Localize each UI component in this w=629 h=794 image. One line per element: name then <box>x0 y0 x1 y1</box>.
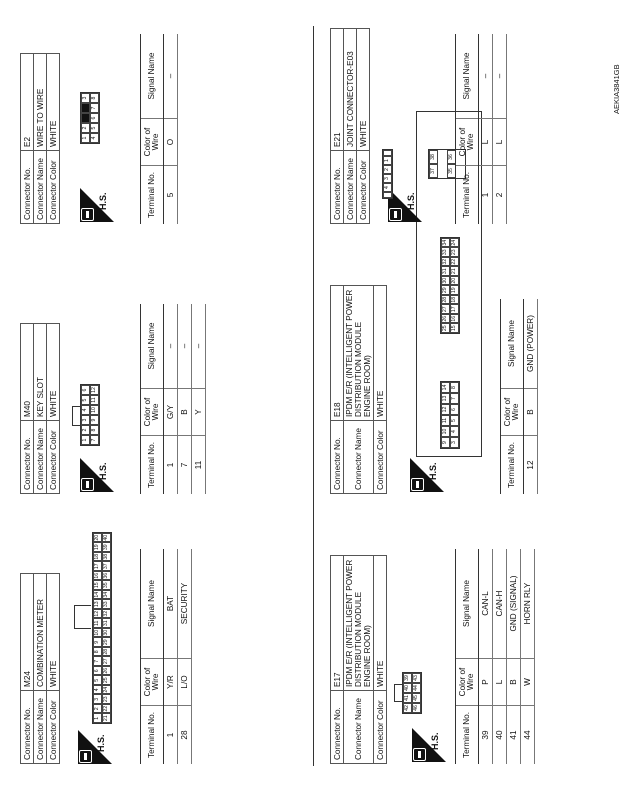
wire-color: B <box>524 389 538 436</box>
pin-grid-m24 <box>92 532 112 724</box>
wire-color: B <box>507 659 521 706</box>
header-terminal: Terminal No. <box>141 436 164 495</box>
pin: 12 <box>94 610 100 617</box>
connector-e2 <box>20 53 60 224</box>
connector-latch <box>394 684 402 702</box>
header-color: Color of Wire <box>456 119 479 166</box>
header-terminal: Terminal No. <box>141 706 164 765</box>
label-connector-color: Connector Color <box>357 151 370 224</box>
pin: 37 <box>103 563 109 570</box>
terminal-no: 2 <box>493 166 507 225</box>
signal-name: – <box>479 34 493 119</box>
pin-layout-e17 <box>402 672 422 714</box>
pin: 7 <box>93 657 102 667</box>
signal-name: CAN-L <box>479 549 493 659</box>
pin: 31 <box>442 268 448 275</box>
connector-m40 <box>20 323 60 494</box>
signal-name: BAT <box>164 549 178 659</box>
pin: 12 <box>441 404 450 415</box>
label-connector-color: Connector Color <box>47 421 60 494</box>
pin: 5 <box>93 676 102 686</box>
signal-name: GND (SIGNAL) <box>507 549 521 659</box>
terminal-table-m40 <box>140 304 206 494</box>
pin: 5 <box>90 123 99 133</box>
pin: 22 <box>103 705 109 712</box>
table-row <box>479 549 493 764</box>
pin: 2 <box>81 123 90 133</box>
header-signal: Signal Name <box>141 34 164 119</box>
pin: 3 <box>93 695 102 705</box>
header-signal: Signal Name <box>141 304 164 389</box>
pin: 40 <box>103 534 109 541</box>
connector-name-value: WIRE TO WIRE <box>34 54 47 151</box>
pin: 39 <box>403 673 412 683</box>
pin-grid-e18-b <box>440 237 460 334</box>
terminal-no: 12 <box>524 436 538 495</box>
label-connector-no: Connector No. <box>331 691 344 764</box>
pin: 2 <box>81 425 90 435</box>
pin: 30 <box>442 277 448 284</box>
pin: 6 <box>93 666 102 676</box>
pin: 9 <box>93 638 102 648</box>
pin: 40 <box>403 683 412 693</box>
pin: 27 <box>442 306 448 313</box>
pin: 31 <box>103 620 109 627</box>
pin: 38 <box>103 553 109 560</box>
label-connector-color: Connector Color <box>374 421 387 494</box>
wire-color: Y/R <box>164 659 178 706</box>
pin: 8 <box>93 647 102 657</box>
terminal-table-e2 <box>140 34 178 224</box>
pin: 34 <box>442 239 448 246</box>
connector-color-value: WHITE <box>357 29 370 151</box>
connector-icon <box>81 208 94 221</box>
connector-no-value: M40 <box>21 324 34 421</box>
header-color: Color of Wire <box>141 389 164 436</box>
pin: 39 <box>103 544 109 551</box>
pin: 43 <box>412 673 421 683</box>
signal-name: – <box>164 304 178 389</box>
pin: 6 <box>90 113 99 123</box>
header-color: Color of Wire <box>501 389 524 436</box>
pin: 27 <box>103 658 109 665</box>
table-row <box>493 549 507 764</box>
pin: 20 <box>94 534 100 541</box>
connector-name-value: COMBINATION METER <box>34 574 47 691</box>
pin: 28 <box>442 296 448 303</box>
wire-color: Y <box>192 389 206 436</box>
connector-e21 <box>330 28 370 224</box>
terminal-no: 28 <box>178 706 192 765</box>
terminal-no: 1 <box>164 436 178 495</box>
connector-no-value: M24 <box>21 574 34 691</box>
pin: 33 <box>442 249 448 256</box>
connector-color-value: WHITE <box>47 324 60 421</box>
pin-grid-e18-a <box>440 381 460 449</box>
label-connector-name: Connector Name <box>34 421 47 494</box>
pin: 8 <box>450 382 459 393</box>
connector-icon <box>411 478 424 491</box>
pin: 30 <box>103 629 109 636</box>
pin: 3 <box>450 437 459 448</box>
terminal-no: 44 <box>521 706 535 765</box>
pin: 44 <box>412 683 421 693</box>
pin-grid-e2 <box>80 92 100 144</box>
pin: 4 <box>383 183 392 192</box>
pin: 5 <box>450 415 459 426</box>
wire-color: L <box>493 659 507 706</box>
harness-side-icon <box>388 188 422 222</box>
pin: 34 <box>103 591 109 598</box>
connector-icon <box>413 748 426 761</box>
connector-latch <box>72 406 80 426</box>
pin: 32 <box>103 610 109 617</box>
wire-color: G/Y <box>164 389 178 436</box>
terminal-table-e18 <box>500 299 538 494</box>
connector-name-value: IPDM E/R (INTELLIGENT POWER DISTRIBUTION MODULE ENGINE ROOM) <box>344 286 374 421</box>
terminal-table-e17 <box>455 549 535 764</box>
connector-e18 <box>330 285 387 494</box>
pin: 41 <box>403 693 412 703</box>
pin: 16 <box>451 315 457 322</box>
table-row <box>493 34 507 224</box>
connector-icon <box>389 208 402 221</box>
pin: 32 <box>442 258 448 265</box>
label-connector-no: Connector No. <box>331 421 344 494</box>
header-signal: Signal Name <box>456 549 479 659</box>
pin-layout-e2 <box>80 92 100 144</box>
harness-side-icon <box>78 730 112 764</box>
label-connector-name: Connector Name <box>34 691 47 764</box>
pin: 42 <box>403 703 412 713</box>
pin: 11 <box>90 395 99 405</box>
pin: 11 <box>441 415 450 426</box>
pin: 20 <box>451 277 457 284</box>
wire-color: L <box>479 119 493 166</box>
label-connector-no: Connector No. <box>21 421 34 494</box>
connector-no-value: E21 <box>331 29 344 151</box>
figure-code: AEKIA3841GB <box>612 64 621 114</box>
pin: 14 <box>94 591 100 598</box>
header-terminal: Terminal No. <box>456 166 479 225</box>
connector-icon <box>81 478 94 491</box>
label-connector-name: Connector Name <box>344 691 374 764</box>
pin: 10 <box>441 426 450 437</box>
connector-latch <box>74 605 91 629</box>
terminal-no: 40 <box>493 706 507 765</box>
table-row <box>164 549 178 764</box>
table-row <box>192 304 206 494</box>
pin: 1 <box>93 714 102 724</box>
table-row <box>164 304 178 494</box>
pin: 4 <box>93 685 102 695</box>
pin: 28 <box>103 648 109 655</box>
pin-layout-m24 <box>92 532 112 724</box>
pin: 6 <box>450 404 459 415</box>
pin: 17 <box>94 563 100 570</box>
header-color: Color of Wire <box>141 119 164 166</box>
pin: 10 <box>94 629 100 636</box>
wire-color: L/O <box>178 659 192 706</box>
keyway <box>81 103 90 113</box>
wire-color: O <box>164 119 178 166</box>
pin: 22 <box>451 258 457 265</box>
signal-name: HORN RLY <box>521 549 535 659</box>
wire-color: P <box>479 659 493 706</box>
table-row <box>164 34 178 224</box>
connector-no-value: E17 <box>331 556 344 691</box>
pin: 9 <box>90 415 99 425</box>
connector-no-value: E2 <box>21 54 34 151</box>
connector-info-e18 <box>330 285 387 494</box>
pin: 25 <box>103 677 109 684</box>
signal-name: CAN-H <box>493 549 507 659</box>
label-connector-color: Connector Color <box>374 691 387 764</box>
pin: 3 <box>81 93 90 103</box>
wire-color: B <box>178 389 192 436</box>
pin: 35 <box>103 582 109 589</box>
connector-color-value: WHITE <box>47 574 60 691</box>
pin: 18 <box>94 553 100 560</box>
hs-label: H.S. <box>96 734 106 752</box>
pin: 29 <box>442 287 448 294</box>
header-signal: Signal Name <box>141 549 164 659</box>
pin: 15 <box>451 325 457 332</box>
section-divider <box>313 26 314 766</box>
table-row <box>178 549 192 764</box>
connector-info-e21 <box>330 28 370 224</box>
pin: 37 <box>429 164 438 178</box>
pin: 8 <box>90 425 99 435</box>
wire-color: W <box>521 659 535 706</box>
table-row <box>521 549 535 764</box>
table-row <box>178 304 192 494</box>
signal-name: – <box>178 304 192 389</box>
pin: 9 <box>441 437 450 448</box>
pin: 2 <box>93 704 102 714</box>
pin: 17 <box>451 306 457 313</box>
signal-name: GND (POWER) <box>524 299 538 389</box>
hs-label: H.S. <box>428 462 438 480</box>
label-connector-no: Connector No. <box>331 151 344 224</box>
connector-m24 <box>20 573 60 764</box>
connector-name-value: JOINT CONNECTOR-E03 <box>344 29 357 151</box>
terminal-no: 1 <box>479 166 493 225</box>
harness-side-icon <box>412 728 446 762</box>
terminal-no: 11 <box>192 436 206 495</box>
pin: 2 <box>383 165 392 174</box>
pin: 1 <box>81 133 90 143</box>
pin: 33 <box>103 601 109 608</box>
pin: 24 <box>451 239 457 246</box>
table-row <box>524 299 538 494</box>
terminal-no: 7 <box>178 436 192 495</box>
hs-label: H.S. <box>98 192 108 210</box>
pin: 26 <box>442 315 448 322</box>
pin-grid-m40 <box>80 384 100 446</box>
signal-name: – <box>493 34 507 119</box>
table-row <box>479 34 493 224</box>
header-terminal: Terminal No. <box>456 706 479 765</box>
pin: 23 <box>103 696 109 703</box>
pin: 7 <box>90 103 99 113</box>
harness-side-icon <box>80 458 114 492</box>
label-connector-name: Connector Name <box>344 151 357 224</box>
terminal-table-e21 <box>455 34 507 224</box>
pin: 13 <box>441 393 450 404</box>
header-color: Color of Wire <box>141 659 164 706</box>
keyway <box>383 150 392 156</box>
harness-side-icon <box>80 188 114 222</box>
pin: 4 <box>450 426 459 437</box>
connector-info-e17 <box>330 555 387 764</box>
hs-label: H.S. <box>430 732 440 750</box>
pin: 11 <box>93 619 102 629</box>
label-connector-color: Connector Color <box>47 151 60 224</box>
pin: 16 <box>94 572 100 579</box>
connector-e17 <box>330 555 387 764</box>
pin: 14 <box>441 382 450 393</box>
pin: 15 <box>94 582 100 589</box>
terminal-no: 39 <box>479 706 493 765</box>
pin: 25 <box>442 325 448 332</box>
pin: 4 <box>90 133 99 143</box>
pin: 23 <box>451 249 457 256</box>
pin: 18 <box>451 296 457 303</box>
connector-icon <box>79 750 92 763</box>
hs-label: H.S. <box>406 192 416 210</box>
pin: 4 <box>81 405 90 415</box>
connector-name-value: IPDM E/R (INTELLIGENT POWER DISTRIBUTION MODULE ENGINE ROOM) <box>344 556 374 691</box>
pin: 1 <box>383 156 392 165</box>
harness-side-icon <box>410 458 444 492</box>
table-row <box>507 549 521 764</box>
pin: 13 <box>94 601 100 608</box>
pin: 35 <box>447 164 456 178</box>
pin: 45 <box>412 693 421 703</box>
connector-info-m40 <box>20 323 60 494</box>
connector-name-value: KEY SLOT <box>34 324 47 421</box>
pin-layout-m40 <box>80 384 100 446</box>
pin-grid-e21 <box>382 149 393 199</box>
connector-info-e2 <box>20 53 60 224</box>
terminal-no: 41 <box>507 706 521 765</box>
pin: 1 <box>81 435 90 445</box>
pin: 10 <box>90 405 99 415</box>
pin: 29 <box>103 639 109 646</box>
pin: 21 <box>103 715 109 722</box>
pin: 19 <box>451 287 457 294</box>
pin-layout-e21 <box>382 149 393 199</box>
wire-color: L <box>493 119 507 166</box>
keyway <box>383 192 392 198</box>
label-connector-no: Connector No. <box>21 151 34 224</box>
header-color: Color of Wire <box>456 659 479 706</box>
terminal-no: 5 <box>164 166 178 225</box>
hs-label: H.S. <box>98 462 108 480</box>
connector-color-value: WHITE <box>374 286 387 421</box>
pin: 19 <box>94 544 100 551</box>
pin: 7 <box>90 435 99 445</box>
label-connector-no: Connector No. <box>21 691 34 764</box>
pin: 46 <box>412 703 421 713</box>
connector-color-value: WHITE <box>374 556 387 691</box>
pin: 6 <box>81 385 90 395</box>
pin: 8 <box>90 93 99 103</box>
terminal-no: 1 <box>164 706 178 765</box>
signal-name: – <box>164 34 178 119</box>
pin: 36 <box>447 150 456 164</box>
terminal-table-m24 <box>140 549 192 764</box>
pin: 7 <box>450 393 459 404</box>
header-terminal: Terminal No. <box>141 166 164 225</box>
connector-info-m24 <box>20 573 60 764</box>
pin: 3 <box>81 415 90 425</box>
label-connector-name: Connector Name <box>34 151 47 224</box>
pin: 38 <box>429 150 438 164</box>
connector-no-value: E18 <box>331 286 344 421</box>
header-signal: Signal Name <box>456 34 479 119</box>
label-connector-color: Connector Color <box>47 691 60 764</box>
keyway <box>81 113 90 123</box>
pin: 36 <box>103 572 109 579</box>
pin: 5 <box>81 395 90 405</box>
pin: 12 <box>90 385 99 395</box>
pin: 24 <box>103 686 109 693</box>
pin-grid-e17 <box>402 672 422 714</box>
label-connector-name: Connector Name <box>344 421 374 494</box>
signal-name: SECURITY <box>178 549 192 659</box>
connector-color-value: WHITE <box>47 54 60 151</box>
pin: 26 <box>103 667 109 674</box>
pin: 21 <box>451 268 457 275</box>
header-terminal: Terminal No. <box>501 436 524 495</box>
pin: 3 <box>383 174 392 183</box>
signal-name: – <box>192 304 206 389</box>
header-signal: Signal Name <box>501 299 524 389</box>
